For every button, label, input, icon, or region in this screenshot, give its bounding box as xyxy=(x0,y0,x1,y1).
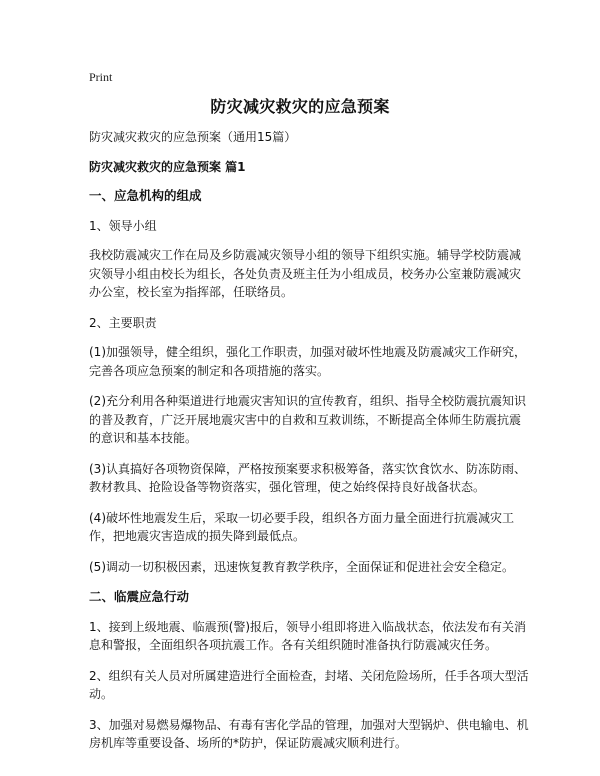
subsection-label: 1、领导小组 xyxy=(89,218,157,233)
action-item: 2、组织有关人员对所属建造进行全面检查，封堵、关闭危险场所，任手各项大型活动。 xyxy=(89,668,529,701)
duty-item: (1)加强领导，健全组织，强化工作职责，加强对破坏性地震及防震减灾工作研究，完善各项应急预案的制定和各项措施的落实。 xyxy=(89,345,527,378)
duty-item: (2)充分利用各种渠道进行地震灾害知识的宣传教育，组织、指导全校防震抗震知识的普及教育，广泛开展地震灾害中的自救和互救训练，不断提高全体师生防震抗震的意识和基本技能。 xyxy=(89,394,527,445)
subsection-label: 2、主要职责 xyxy=(89,315,157,330)
document-body xyxy=(89,128,529,765)
action-item: 1、接到上级地震、临震预(警)报后，领导小组即将进入临战状态，依法发布有关消息和警报，全面组织各项抗震工作。各有关组织随时准备执行防震减灾任务。 xyxy=(89,619,527,652)
document-subtitle: 防灾减灾救灾的应急预案（通用15篇） xyxy=(89,130,297,144)
duty-item: (3)认真搞好各项物资保障，严格按预案要求积极筹备，落实饮食饮水、防冻防雨、教材教具、抢险设备等物资落实，强化管理，使之始终保持良好战备状态。 xyxy=(89,461,527,494)
paragraph: 我校防震减灾工作在局及乡防震减灾领导小组的领导下组织实施。辅导学校防震减灾领导小组由校长为组长，各处负责及班主任为小组成员，校务办公室兼防震减灾办公室，校长室为指挥部，任联络员。 xyxy=(89,248,522,299)
section-heading: 二、临震应急行动 xyxy=(89,589,190,604)
section-heading: 一、应急机构的组成 xyxy=(89,188,202,203)
action-item: 3、加强对易燃易爆物品、有毒有害化学品的管理，加强对大型锅炉、供电输电、机房机库等重要设备、场所的*防护，保证防震减灾顺利进行。 xyxy=(89,717,529,750)
article-title: 防灾减灾救灾的应急预案 篇1 xyxy=(89,159,246,174)
duty-item: (5)调动一切积极因素，迅速恢复教育教学秩序，全面保证和促进社会安全稳定。 xyxy=(89,559,515,574)
duty-item: (4)破坏性地震发生后，采取一切必要手段，组织各方面力量全面进行抗震减灾工作，把地震灾害造成的损失降到最低点。 xyxy=(89,510,515,543)
print-label: Print xyxy=(89,70,113,84)
page-title: 防灾减灾救灾的应急预案 xyxy=(210,97,390,116)
